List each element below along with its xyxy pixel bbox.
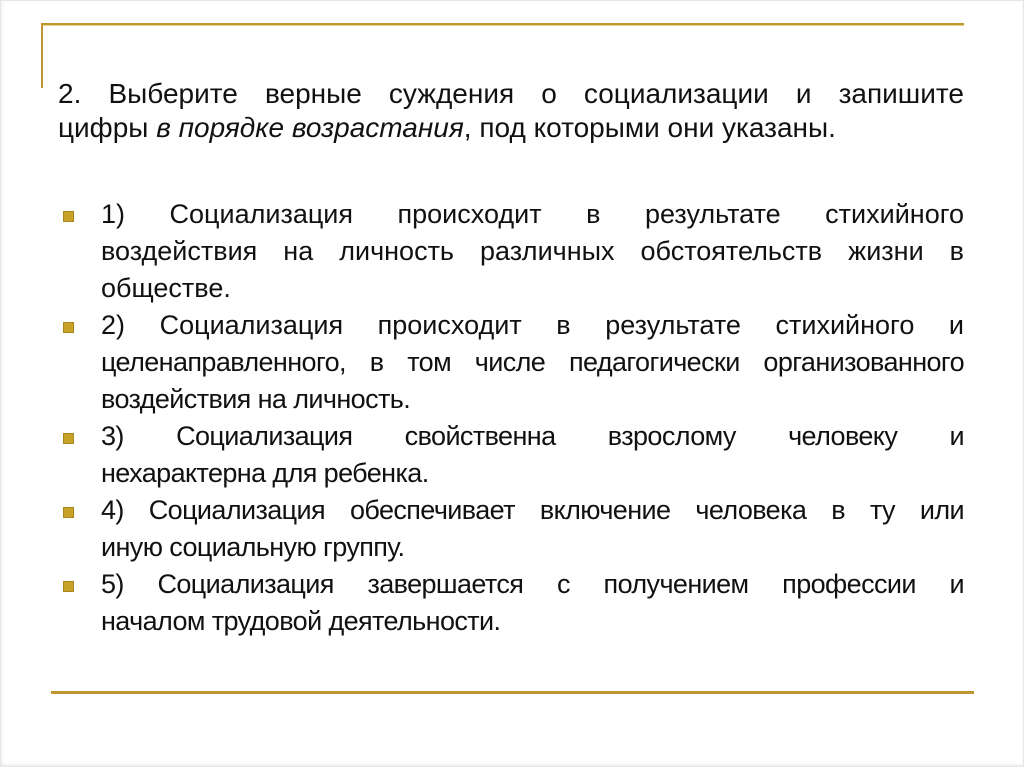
square-bullet-icon bbox=[63, 581, 74, 592]
statement-line: целенаправленного, в том числе педагогически организованного bbox=[101, 347, 964, 377]
square-bullet-icon bbox=[63, 322, 74, 333]
list-item-4 bbox=[63, 492, 964, 566]
statement-line: началом трудовой деятельности. bbox=[101, 606, 501, 636]
question-title bbox=[58, 77, 964, 145]
list-item-2 bbox=[63, 307, 964, 418]
square-bullet-icon bbox=[63, 433, 74, 444]
title-line2-post: , под которыми они указаны. bbox=[463, 112, 836, 143]
bottom-rule bbox=[51, 691, 974, 694]
list-item-5 bbox=[63, 566, 964, 640]
statement-line: 5) Социализация завершается с получением профессии и bbox=[101, 569, 964, 599]
statement-line: нехарактерна для ребенка. bbox=[101, 458, 429, 488]
question-title-line1: 2. Выберите верные суждения о социализации и запишите bbox=[58, 78, 964, 109]
list-item-1 bbox=[63, 196, 964, 307]
title-line2-italic: в порядке возрастания bbox=[156, 112, 464, 143]
statement-line: обществе. bbox=[101, 273, 231, 303]
statement-line: 1) Социализация происходит в результате стихийного bbox=[101, 199, 964, 229]
statement-list bbox=[63, 196, 964, 640]
square-bullet-icon bbox=[63, 507, 74, 518]
statement-line: иную социальную группу. bbox=[101, 532, 405, 562]
question-title-line2 bbox=[58, 111, 964, 145]
list-item-3 bbox=[63, 418, 964, 492]
statement-line: воздействия на личность различных обстоятельств жизни в bbox=[101, 236, 964, 266]
square-bullet-icon bbox=[63, 211, 74, 222]
statement-line: 4) Социализация обеспечивает включение человека в ту или bbox=[101, 495, 964, 525]
title-line2-pre: цифры bbox=[58, 112, 157, 143]
statement-line: 3) Социализация свойственна взрослому человеку и bbox=[101, 421, 964, 451]
statement-line: 2) Социализация происходит в результате стихийного и bbox=[101, 310, 964, 340]
statement-line: воздействия на личность. bbox=[101, 384, 411, 414]
